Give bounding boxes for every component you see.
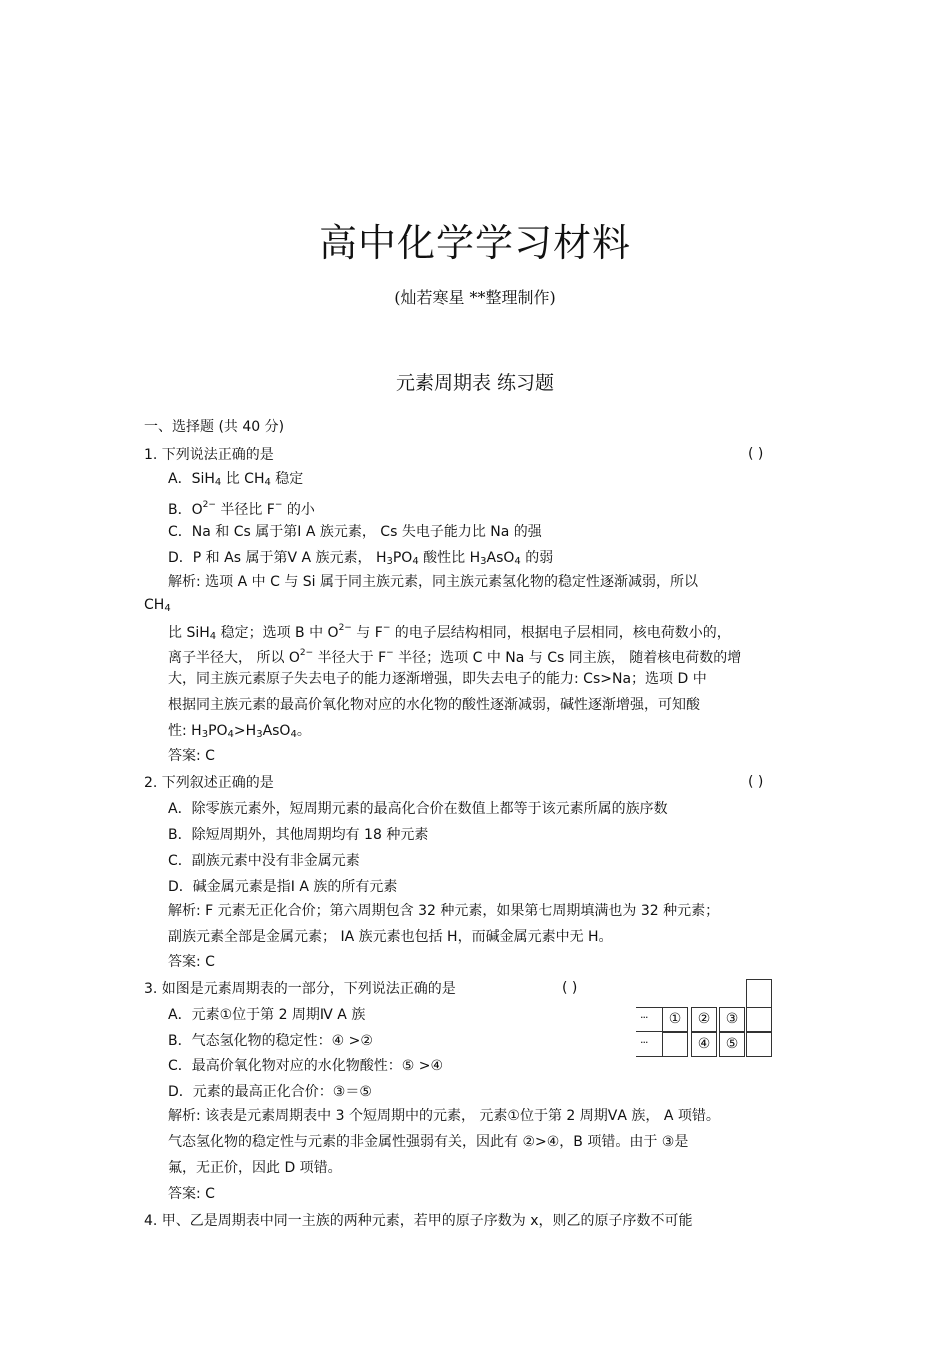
table-cell-empty (662, 1032, 688, 1057)
page-subtitle: (灿若寒星 **整理制作) (394, 288, 556, 307)
section-heading: 一、选择题 (共 40 分) (144, 419, 285, 435)
question-3-answer-blank: ( ) (562, 980, 578, 996)
question-1-option-a: A．SiH$_4$ 比 $CH_4$ 稳定 (168, 471, 304, 488)
table-cell-2: ② (691, 1007, 717, 1032)
question-3-explanation-line: 气态氢化物的稳定性与元素的非金属性强弱有关，因此有 ②>④，B 项错。由于 ③是 (168, 1134, 689, 1150)
question-3-explanation-line: 解析: 该表是元素周期表中 3 个短周期中的元素， 元素①位于第 2 周期ⅤA 族， A 项错。 (168, 1108, 720, 1124)
question-3-option-c: C．最高价氧化物对应的水化物酸性：⑤ >④ (168, 1058, 444, 1074)
table-rule (636, 1031, 662, 1032)
question-2-option-a: A．除零族元素外，短周期元素的最高化合价在数值上都等于该元素所属的族序数 (168, 801, 668, 817)
table-cell-4: ④ (691, 1032, 717, 1057)
question-2-option-d: D．碱金属元素是指Ⅰ A 族的所有元素 (168, 879, 398, 895)
question-3-explanation-line: 氟，无正价，因此 D 项错。 (168, 1160, 342, 1176)
table-rule (636, 1056, 662, 1057)
exercise-title: 元素周期表 练习题 (395, 372, 555, 394)
question-3-option-b: B．气态氢化物的稳定性：④ >② (168, 1033, 373, 1049)
question-2-explanation-line: 副族元素全部是金属元素； ⅠA 族元素也包括 H，而碱金属元素中无 H。 (168, 929, 613, 945)
periodic-table-fragment (636, 979, 772, 1057)
question-3-option-d: D．元素的最高正化合价：③＝⑤ (168, 1084, 372, 1100)
table-cell-3: ③ (719, 1007, 745, 1032)
question-2-option-b: B．除短周期外，其他周期均有 18 种元素 (168, 827, 429, 843)
table-cell-empty (746, 979, 772, 1008)
question-2-stem: 2. 下列叙述正确的是 (144, 775, 274, 791)
question-1-option-b: B．$O^{2-}$ 半径比 F− 的小 (168, 500, 315, 518)
question-1-option-c: C．Na 和 Cs 属于第Ⅰ A 族元素， Cs 失电子能力比 Na 的强 (168, 524, 542, 540)
table-ellipsis: ··· (640, 1011, 648, 1024)
question-1-answer-blank: ( ) (748, 446, 764, 462)
question-1-explanation-line: 大，同主族元素原子失去电子的能力逐渐增强，即失去电子的能力: Cs>Na；选项 D 中 (168, 671, 707, 687)
question-3-stem: 3. 如图是元素周期表的一部分，下列说法正确的是 (144, 981, 456, 997)
table-rule (636, 1007, 662, 1008)
question-1-explanation-line: 性: $H_3PO_4>H_3AsO_4$。 (168, 723, 311, 740)
table-cell-1: ① (662, 1007, 688, 1032)
table-cell-5: ⑤ (719, 1032, 745, 1057)
question-2-explanation-line: 解析: F 元素无正化合价；第六周期包含 32 种元素，如果第七周期填满也为 32 种元素； (168, 903, 720, 919)
question-1-explanation-line: $CH_4$ (144, 597, 171, 614)
question-1-explanation-line: 离子半径大， 所以 $O^{2-}$ 半径大于 F− 半径；选项 C 中 Na 与 Cs 同主族， 随着核电荷数的增 (168, 648, 742, 666)
question-1-stem: 1. 下列说法正确的是 (144, 447, 274, 463)
table-ellipsis: ··· (640, 1036, 648, 1049)
page-title: 高中化学学习材料 (318, 221, 631, 265)
question-4-stem: 4. 甲、乙是周期表中同一主族的两种元素，若甲的原子序数为 x，则乙的原子序数不可能 (144, 1213, 693, 1229)
question-2-option-c: C．副族元素中没有非金属元素 (168, 853, 360, 869)
question-3-answer: 答案: C (168, 1186, 215, 1202)
question-1-explanation-line: 解析: 选项 A 中 C 与 Si 属于同主族元素，同主族元素氢化物的稳定性逐渐减弱，所以 (168, 574, 698, 590)
question-2-answer-blank: ( ) (748, 774, 764, 790)
question-1-explanation-line: 根据同主族元素的最高价氧化物对应的水化物的酸性逐渐减弱，碱性逐渐增强，可知酸 (168, 697, 700, 713)
question-3-option-a: A．元素①位于第 2 周期Ⅳ A 族 (168, 1007, 366, 1023)
question-1-option-d: D．P 和 As 属于第Ⅴ A 族元素， $H_3PO_4$ 酸性比 $H_3AsO_4$ 的弱 (168, 550, 554, 567)
question-1-explanation-line: 比 SiH$_4$ 稳定；选项 B 中 $O^{2-}$ 与 F− 的电子层结构相同，根据电子层相同，核电荷数小的， (168, 623, 731, 642)
table-cell-empty (746, 1032, 772, 1057)
table-cell-empty (746, 1007, 772, 1032)
question-1-answer: 答案: C (168, 748, 215, 764)
question-2-answer: 答案: C (168, 954, 215, 970)
